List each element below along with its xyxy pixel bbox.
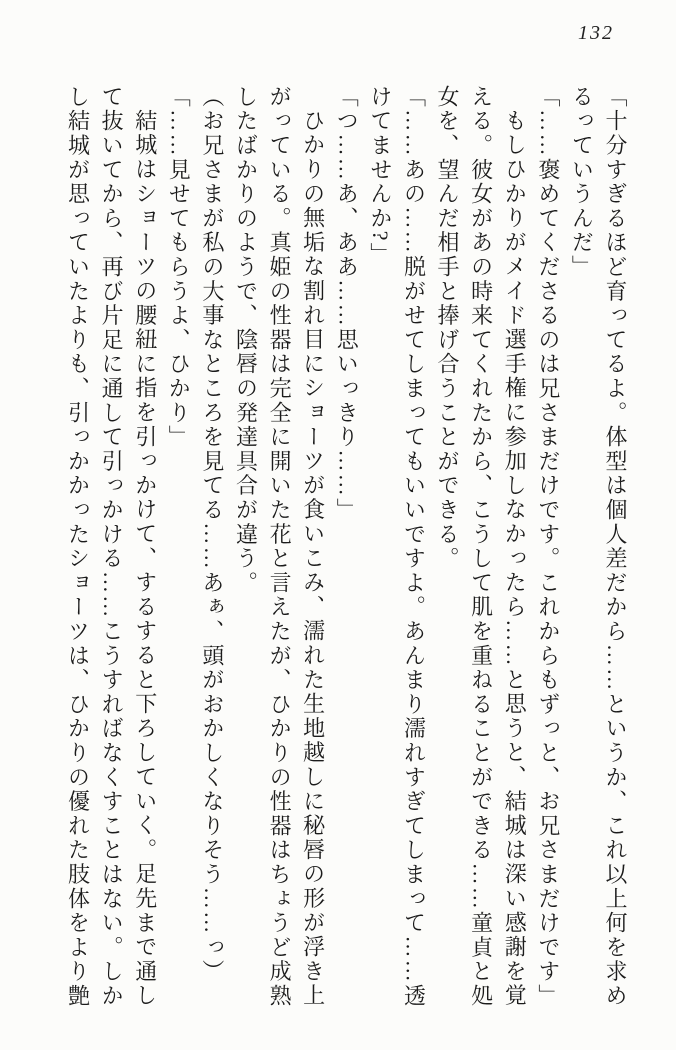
text-line: がっている。真姫の性器は完全に開いた花と言えたが、ひかりの性器はちょうど成熟 bbox=[267, 85, 293, 1009]
text-line: し結城が思っていたよりも、引っかかったショーツは、ひかりの優れた肢体をより艶 bbox=[65, 85, 91, 1009]
text-line: るっていうんだ」 bbox=[569, 85, 595, 280]
text-line: える。彼女があの時来てくれたから、こうして肌を重ねることができる……童貞と処 bbox=[468, 85, 494, 1009]
text-line: けてませんか?」 bbox=[367, 85, 393, 268]
text-line: 女を、望んだ相手と捧げ合うことができる。 bbox=[435, 85, 461, 571]
text-line: 「十分すぎるほど育ってるよ。体型は個人差だから……というか、これ以上何を求め bbox=[603, 85, 628, 1009]
text-line: ひかりの無垢な割れ目にショーツが食いこみ、濡れた生地越しに秘唇の形が浮き上 bbox=[300, 109, 326, 1009]
text-line: 「……褒めてくださるのは兄さまだけです。これからもずっと、お兄さまだけです」 bbox=[535, 85, 561, 1009]
text-line: もしひかりがメイド選手権に参加しなかったら……と思うと、結城は深い感謝を覚 bbox=[502, 109, 528, 1009]
page-number: 132 bbox=[578, 22, 614, 44]
text-line: 「つ……あ、ああ……思いっきり……」 bbox=[334, 85, 360, 523]
text-line: 「……見せてもらうよ、ひかり」 bbox=[166, 85, 192, 450]
text-line: （お兄さまが私の大事なところを見てる……あぁ、頭がおかしくなりそう……っ） bbox=[199, 85, 225, 985]
text-line: 結城はショーツの腰紐に指を引っかけて、するすると下ろしていく。足先まで通し bbox=[132, 109, 158, 1009]
text-line: 「……あの……脱がせてしまってもいいですよ。あんまり濡れすぎてしまって……透 bbox=[401, 85, 427, 1009]
text-line: て抜いてから、再び片足に通して引っかける……こうすればなくすことはない。しか bbox=[99, 85, 125, 1009]
page-text bbox=[61, 85, 632, 1015]
text-line: したばかりのようで、陰唇の発達具合が違う。 bbox=[233, 85, 259, 596]
